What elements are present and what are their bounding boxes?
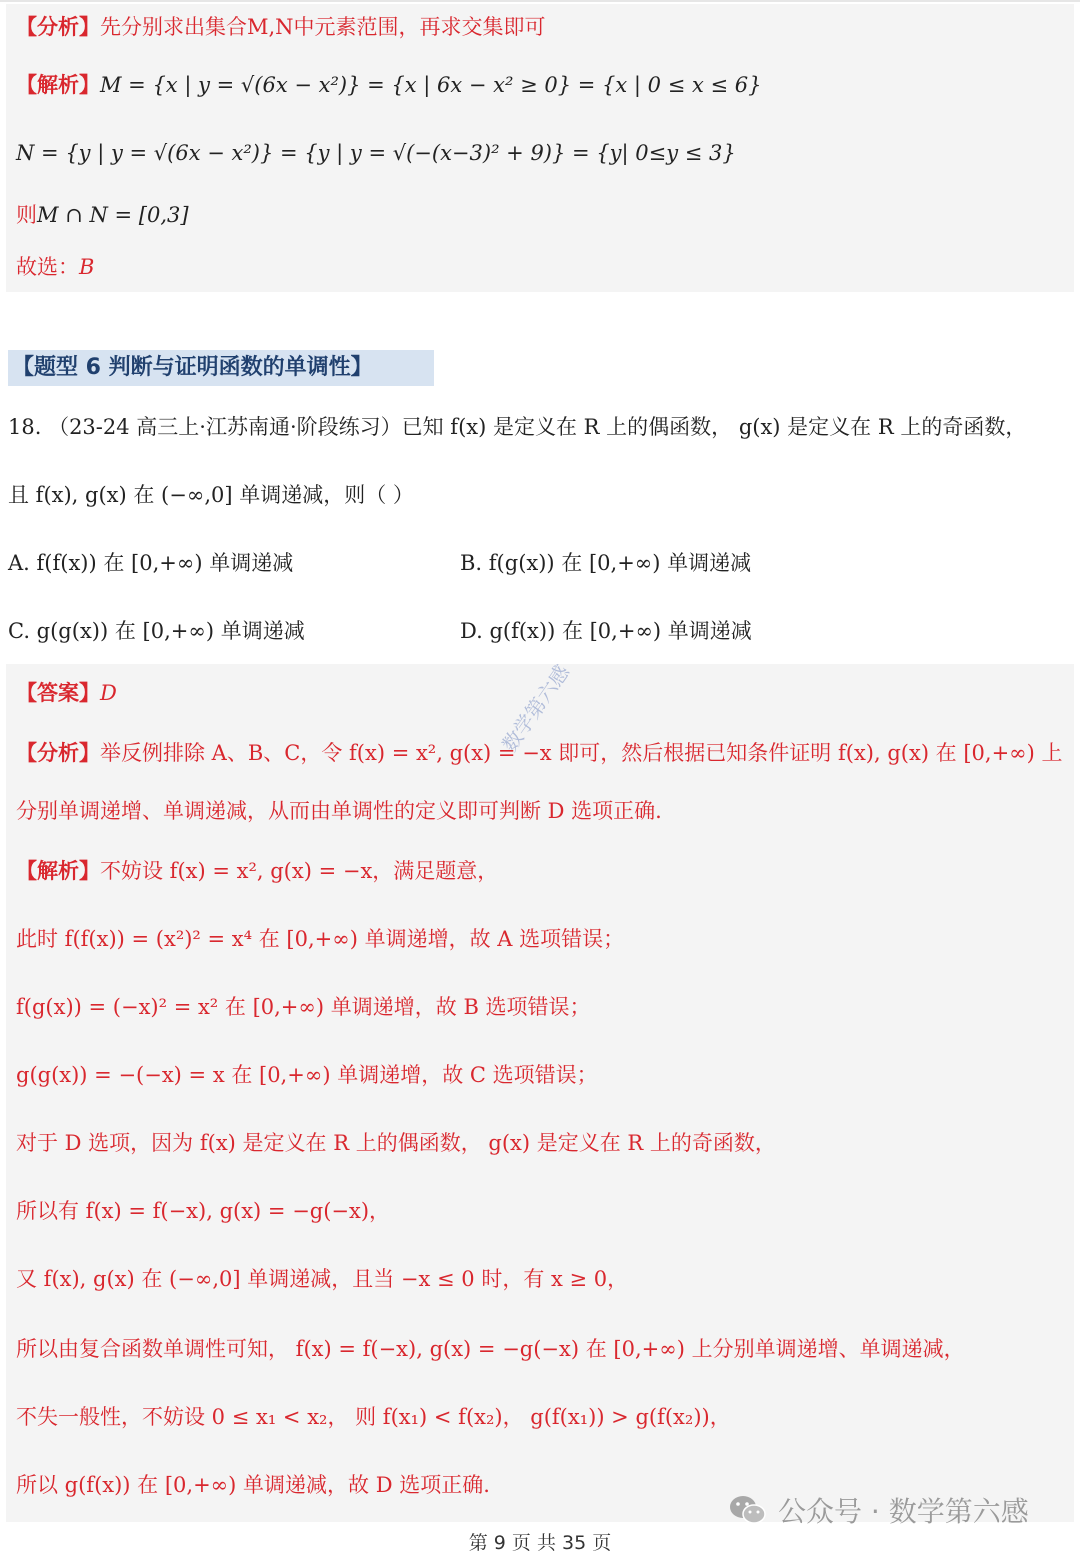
question-line-2: 且 f(x), g(x) 在 (−∞,0] 单调递减，则（ ） <box>8 483 414 507</box>
option-a: A. f(f(x)) 在 [0,+∞) 单调递减 <box>8 551 294 575</box>
answer-solution-tag: 【解析】 <box>16 858 100 883</box>
solution-line-10: 所以 g(f(x)) 在 [0,+∞) 单调递减，故 D 选项正确. <box>16 1473 490 1497</box>
wechat-watermark <box>728 1490 1029 1530</box>
question-line-1: 18. （23-24 高三上·江苏南通·阶段练习）已知 f(x) 是定义在 R 上的偶函数， g(x) 是定义在 R 上的奇函数， <box>8 415 1027 439</box>
prev-solution-block <box>6 4 1074 292</box>
top-divider <box>0 0 1080 2</box>
analysis-line-1-text: 举反例排除 A、B、C，令 f(x) = x², g(x) = −x 即可，然后根据已知条件证明 f(x), g(x) 在 [0,+∞) 上 <box>100 741 1063 765</box>
option-c: C. g(g(x)) 在 [0,+∞) 单调递减 <box>8 619 305 643</box>
diagonal-watermark: 数学第六感 <box>497 660 575 757</box>
answer-block <box>6 664 1074 1522</box>
choose-prefix: 故选： <box>16 255 79 279</box>
set-m-derivation: M = {x | y = √(6x − x²)} = {x | 6x − x² ≥ 0} = {x | 0 ≤ x ≤ 6} <box>100 73 762 97</box>
wechat-icon <box>728 1493 768 1527</box>
section-title: 【题型 6 判断与证明函数的单调性】 <box>8 350 434 386</box>
solution-line-1 <box>16 856 498 886</box>
prev-choose-line <box>16 252 94 282</box>
answer-analysis-line-1 <box>16 738 1063 768</box>
answer-analysis-tag: 【分析】 <box>16 740 100 765</box>
set-n-derivation: N = {y | y = √(6x − x²)} = {y | y = √(−(x−3)² + 9)} = {y| 0≤y ≤ 3} <box>16 141 736 165</box>
choose-answer: B <box>79 255 95 279</box>
analysis-text: 先分别求出集合M,N中元素范围，再求交集即可 <box>100 15 546 39</box>
solution-line-5: 对于 D 选项，因为 f(x) 是定义在 R 上的偶函数， g(x) 是定义在 R 上的奇函数， <box>16 1131 776 1155</box>
option-b: B. f(g(x)) 在 [0,+∞) 单调递减 <box>460 551 752 575</box>
option-d: D. g(f(x)) 在 [0,+∞) 单调递减 <box>460 619 752 643</box>
solution-line-6: 所以有 f(x) = f(−x), g(x) = −g(−x)， <box>16 1199 391 1223</box>
prev-intersection-line <box>16 200 189 230</box>
answer-line <box>16 678 117 708</box>
analysis-tag: 【分析】 <box>16 14 100 39</box>
answer-tag: 【答案】 <box>16 680 100 705</box>
prev-solution-line-n <box>16 138 736 168</box>
page-footer: 第 9 页 共 35 页 <box>468 1532 612 1554</box>
solution-line-3: f(g(x)) = (−x)² = x² 在 [0,+∞) 单调递增，故 B 选项错误； <box>16 995 591 1019</box>
solution-line-8: 所以由复合函数单调性可知， f(x) = f(−x), g(x) = −g(−x) 在 [0,+∞) 上分别单调递增、单调递减， <box>16 1337 965 1361</box>
solution-line-4: g(g(x)) = −(−x) = x 在 [0,+∞) 单调递增，故 C 选项错误； <box>16 1063 598 1087</box>
solution-line-7: 又 f(x), g(x) 在 (−∞,0] 单调递减，且当 −x ≤ 0 时，有 x ≥ 0， <box>16 1267 629 1291</box>
solution-line-9: 不失一般性，不妨设 0 ≤ x₁ < x₂， 则 f(x₁) < f(x₂)， g(f(x₁)) > g(f(x₂))， <box>16 1405 731 1429</box>
solution-tag: 【解析】 <box>16 72 100 97</box>
then-prefix: 则 <box>16 203 37 227</box>
prev-solution-line-m <box>16 70 761 100</box>
prev-analysis-line <box>16 12 546 42</box>
solution-line-1-text: 不妨设 f(x) = x², g(x) = −x，满足题意， <box>100 859 499 883</box>
solution-line-2: 此时 f(f(x)) = (x²)² = x⁴ 在 [0,+∞) 单调递增，故 A 选项错误； <box>16 927 625 951</box>
wechat-label: 公众号 · 数学第六感 <box>778 1495 1029 1528</box>
answer-value: D <box>100 681 117 705</box>
intersection-result: M ∩ N = [0,3] <box>37 203 189 227</box>
answer-analysis-line-2: 分别单调递增、单调递减，从而由单调性的定义即可判断 D 选项正确. <box>16 799 662 823</box>
